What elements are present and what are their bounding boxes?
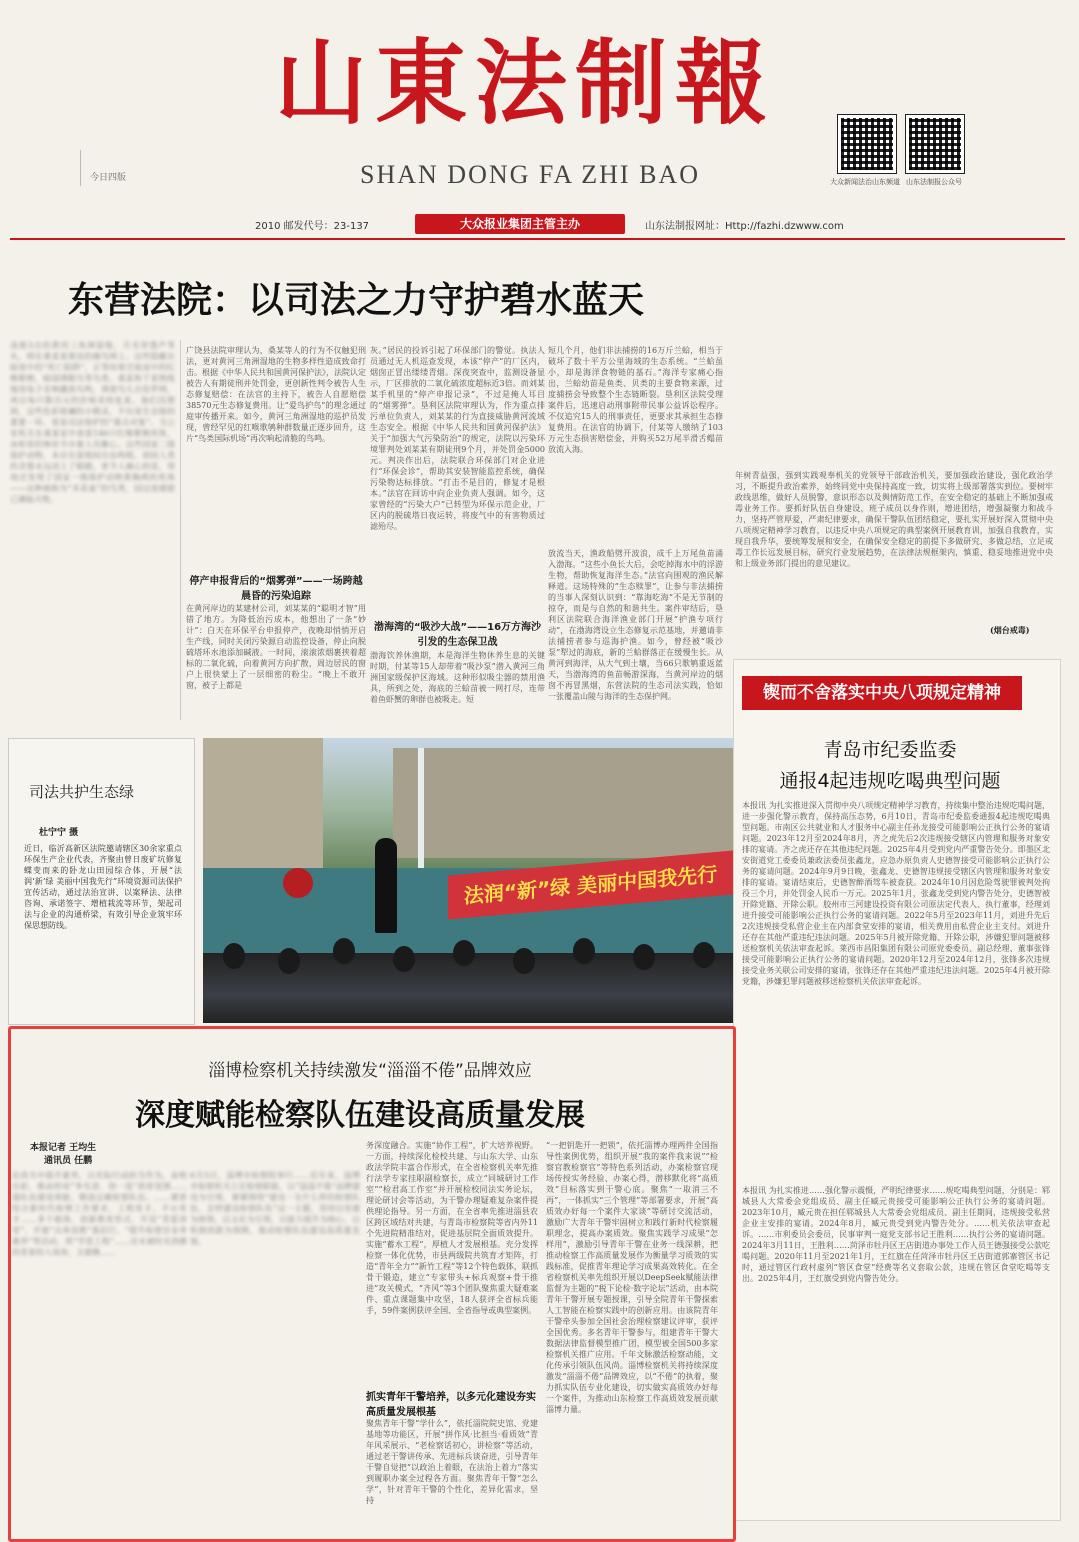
event-photo xyxy=(203,738,733,1023)
audience-head xyxy=(633,944,655,970)
feature-subhead: 抓实青年干警培养，以多元化建设夯实高质量发展根基 xyxy=(366,1392,536,1418)
top-rule xyxy=(10,238,1065,240)
audience-head xyxy=(278,948,300,974)
right-top-text: 年树青益强，强到实践观奉机关的党领导干部政治机关，要加强政治建设，强化政治学习，不断提升政治素养，始终同党中央保持高度一致，切实将上级部署落实到位。要树牢政线思维，做好人员脱警，意识形态以及舆情防范工作，在安全稳定的基础上不断加强戒毒业务工作。要抓好队伍自身建设，班子成员以身作则，增进团结，增强凝聚力和战斗力，坚持严管厚爱，严肃纪律要求，确保干警队伍团结稳定，要扎实开展好深入贯彻中央八项规定精神学习教育，以违反中央八项规定的典型案例开展教育训，加强自我教育，实现自我升华，要统筹发展和安全，在确保安全稳定的前提下多做研究、多做总结，立足戒毒工作长远发展目标，研究行业发展趋势，在法律法规框架内，慎重、稳妥地推进党中央和上级业务部门提出的意见建议。 xyxy=(735,471,1053,568)
discipline-blurred xyxy=(742,1120,1050,1180)
audience-head xyxy=(393,946,415,972)
qr-caption-1: 大众新闻法治山东频道 xyxy=(830,178,900,186)
feature-col-1b xyxy=(190,1370,360,1520)
date-label: 今日四版 xyxy=(90,173,127,183)
feature-col-3: “一把钥匙开一把锁”，依托淄博办理两件全国指导性案例优势，组织开展“我的案件我来说”“检察官教检察官”等特色系列活动，办案检察官现场传授实务经验、办案心得，潜移默化将“高质效”目标落实到干警心底。聚焦“一取消三不再”，一体抓实“三个管理”等部署要求，开展“高质效办好每一个案件大家谈”等研讨交流活动，激励广大青年干警牢固树立和践行新时代检察履职理念，提高办案质效。聚焦实践学习成果“怎样用”，激励引导青年干警在业务一线深耕，把推动检察工作高质量发展作为衡量学习质效的实践标准，促推青年理论学习成果高效转化。在全省检察机关率先组织开展以DeepSeek赋能法律监督为主题的“税下论检·数字论坛”活动，由本院青年干警开展专题授课，引导全院青年干警探索人工智能在检察实践中的创新应用。由该院青年干警牵头参加全国社会治理检察建议评审，获评全国优秀。多名青年干警参与，组建青年干警大数据法律监督模型推广团，模型被全国500多家检察机关推广应用。千年文脉激活检察动能，文化传承引领队伍风尚。淄博检察机关将持续深度激发“淄淄不倦”品牌效应，以“不倦”的执着，聚力抓实队伍专业化建设，切实做实高质效办好每一个案件，为推动山东检察工作高质效发展贡献淄博力量。 xyxy=(546,1141,718,1414)
audience-head xyxy=(513,948,535,974)
feature-kicker: 淄博检察机关持续激发“淄淄不倦”品牌效应 xyxy=(208,1061,532,1081)
lead-col-5: 放流当天，渔政船劈开波浪，成千上万尾鱼苗涌入渤海。“这些小鱼长大后，会吃掉海水中的浮游生物，帮助恢复海洋生态。”法官向围观的渔民解释道。这场特殊的“生态赎罪”，让参与非法捕捞的当事人深刻认识到：“靠海吃海”不是无节制的掠夺，而是与自然的和谐共生。案件审结后，垦利区法院联合海洋渔业部门开展“护渔专项行动”，在渤海湾设立生态修复示范基地，并邀请非法捕捞者参与巡海护渔。如今，曾经被“吸沙泵”犁过的海底，新的兰蛤群落正在缓慢生长。从黄河到海洋，从大气到土壤，当66只歌鸲重返蓝天，当渤海湾的鱼苗畅游深海，当黄河岸边的烟囱不再冒黑烟，东营法院的生态司法实践，恰如一张覆盖山陵与海洋的生态保护网。 xyxy=(548,549,723,701)
publisher-badge: 大众报业集团主管主办 xyxy=(415,214,625,234)
feature-col-1: 论改关中提开素养，以实际行动担当作为，奋相出彩，推动形成“争先进、创一流”浓厚氛围……强队伍建设效能，锻造过硬检察队伍。……紧密结合新时代检察工作要求，工程育才、平台育才……多个载体，创新教育形式，开设“青蓝讲堂”，开展“点单送教”基层行、“提升检察官业务素养”等活动，将“学思工程”……还未被时光消磨的青春的人场券，又感慨…… xyxy=(12,1171,187,1257)
side-note-credit: 杜宁宁 摄 xyxy=(39,828,79,838)
lead-col-2: 广饶县法院审理认为，桑某等人的行为不仅触犯刑法，更对黄河三角洲湿地的生物多样性造成致命打击。根据《中华人民共和国黄河保护法》，法院认定被告人有期徒刑并处罚金，更创新性判令被告人生态修复赔偿：在法官的主持下，被告人自愿赔偿38570元生态修复费用。让“爱鸟护鸟”的理念通过庭审传播开来。如今，黄河三角洲湿地的巡护员发现，曾经罕见的红喉歌鸲种群数量正逐步回升，这片“鸟类国际机场”再次响起清脆的鸟鸣。 xyxy=(186,346,366,443)
discipline-body-b: 本报讯 为扎实推进……强化警示震慑，严明纪律要求……规吃喝典型问题，分别是：郓城县人大常委会党组成员、副主任臧元贵接受可能影响公正执行公务的宴请问题。2023年10月，臧元贵在担任郓城县人大常委会党组成员、副主任期间，违规接受私营企业主安排的宴请。2024年8月，臧元贵受到党内警告处分。……机关依法审查起诉。……市利委员会委员，民事审判一庭党支部书记王胜利……执行公务的宴请问题。2024年3月11日，王胜利……菏泽市牡丹区王店街道办事处工作人员王德强接受公款吃喝问题。2020年11月至2021年1月，王红旗在任菏泽市牡丹区王店街道郭寨管区书记时，通过管区行政村虚列“管区食堂”经费等名义套取公款，违规在管区食堂吃喝等支出。2025年4月，王红旗受到党内警告处分。 xyxy=(742,1186,1050,1283)
audience-head xyxy=(223,943,245,969)
newspaper-title: 山東法制報 xyxy=(274,29,775,137)
lead-col-3b: 渤海饮养休渔期，本是海洋生物休养生息的关键时期，付某等15人却带着“吸沙泵”潜入黄河三角洲国家级保护区海域。这种形似吸尘器的禁用渔具，所到之处，海底的兰蛤苗被一网打尽，连带着鱼虾蟹的卵群也被吸走。短 xyxy=(370,651,545,704)
audience-head xyxy=(453,940,475,966)
lead-subhead-2: 渤海湾的“吸沙大战”——16万方海沙引发的生态保卫战 xyxy=(373,622,542,648)
discipline-title-2: 通报4起违规吃喝典型问题 xyxy=(779,770,1001,792)
lead-col-3: 灰。”居民的投诉引起了环保部门的警觉。执法人员通过无人机巡查发现，本该“停产”的厂区内，烟囱正冒出缕缕青烟。深夜突查中，监测设备显示，厂区排放的二氧化硫浓度超标近3倍。而刘某某手机里的“停产申报记录”，不过是掩人耳目的“烟雾弹”。垦利区法院审理认为，作为重点排污单位负责人，刘某某的行为直接威胁黄河流域生态安全。根据《中华人民共和国黄河保护法》关于“加强大气污染防治”的规定，法院以污染环境罪判处刘某某有期徒刑9个月，并处罚金5000元。判决作出后，法院联合环保部门对企业进行“环保会诊”，帮助其安装智能监控系统，确保污染物达标排放。“打击不是目的，修复才是根本。”法官在回访中向企业负责人强调。如今，这家曾经的“污染大户”已转型为环保示范企业，厂区内的脱硫塔日夜运转，将废气中的有害物质过滤殆尽。 xyxy=(370,346,545,531)
discipline-body: 本报讯 为扎实推进深入贯彻中央八项规定精神学习教育，持续集中整治违规吃喝问题，进一步强化警示教育，保持高压态势，6月10日，青岛市纪委监委通报4起违规吃喝典型问题。市南区公共就业和人才服务中心副主任孙龙接受可能影响公正执行公务的宴请问题。2023年12月至2024年8月，齐之虎先后2次违规接受辖区内管理和服务对象安排的宴请。齐之虎还存在其他违纪问题。2025年4月受到党内严重警告处分。即墨区北安街道党工委委员兼政法委员张鑫龙，应急办原负责人史德智接受可能影响公正执行公务的宴请问题。2024年9月9日晚，张鑫龙、史德智违规接受辖区内管理和服务对象安排的宴请。宴请结束后，史德智醉酒驾车被查获。2024年10月因危险驾驶罪被判处拘役三个月，并处罚金人民币一万元。2025年1月，张鑫龙受到党内警告处分，史德智被开除党籍、开除公职。胶州市三河建设投资有限公司原法定代表人、执行董事，经理刘进升接受可能影响公正执行公务的宴请问题。2022年5月至2023年11月，刘进升先后2次违规接受私营企业主在内部食堂安排的宴请，相关费用由私营企业主支付。刘进升还存在其他严重违纪违法问题。2025年5月被开除党籍、开除公职，涉嫌犯罪问题被移送检察机关依法审查起诉。莱西市昌阳集团有限公司原党委委员、副总经理、董事张锋接受可能影响公正执行公务的宴请问题。2020年12月至2024年12月，张锋多次违规接受业务关联公司安排的宴请，张锋还存在其他严重违纪违法问题。2025年4月被开除党籍，涉嫌犯罪问题被移送检察机关依法审查起诉。 xyxy=(742,801,1050,986)
feature-byline-1: 本报记者 王均生 xyxy=(30,1143,97,1153)
photo-banner: 法润“新”绿 美丽中国我先行 xyxy=(448,851,733,920)
photo-speaker xyxy=(375,838,397,933)
lead-col-4: 短几个月，他们非法捕捞的16万斤兰蛤，相当于破坏了数十平方公里海域的生态系统。“兰蛤虽小，却是海洋食物链的基石。”海洋专家痛心指出，兰蛤幼苗是鱼类、贝类的主要食物来源，过度捕捞会导致整个生态链断裂。垦利区法院受理案件后，迅速启动刑事附带民事公益诉讼程序。不仅追究15人的刑事责任，更要求其承担生态修复费用。在法官的协调下，付某等人缴纳了103万元生态损害赔偿金，并购买52万尾半滑舌鳎苗放流入海。 xyxy=(548,346,723,454)
side-note-box xyxy=(8,738,195,1025)
lead-subhead-1: 停产申报背后的“烟雾弹”——一场跨越晨昏的污染追踪 xyxy=(189,576,363,602)
lead-headline: 东营法院：以司法之力守护碧水蓝天 xyxy=(68,280,645,321)
audience-head xyxy=(333,938,355,964)
feature-headline: 深度赋能检察队伍建设高质量发展 xyxy=(135,1098,585,1133)
photo-waterfall xyxy=(418,748,424,868)
right-top-credit: (烟台戒毒) xyxy=(990,625,1030,635)
feature-col-2b: 聚焦青年干警“学什么”，依托淄院院史馆、党建基地等功能区，开展“拼作风·比担当·看质效”青年风采展示、“老检察话初心，讲检察”等活动，通过老干警讲传承、先进标兵谈奋进，引导青年干警自觉把“以政治上着眼，在法治上着力”落实到履职办案全过程各方面。聚焦青年干警“怎么学”，针对青年干警的个性化，差异化需求，坚持 xyxy=(366,1419,538,1505)
feature-intro: 6月5日，淄博市检察院举行……近年来，淄博市检察机关立足检察职能，以“淄淄不倦”品牌建设为引领，紧紧围绕“建设一支什么样的检察队伍、怎样建设检察队伍”这一主题，坚持以党建为统领，以文化为引领，以能力提升为核心，以机制创新为保障，推动检察队伍建设高质量发展。 xyxy=(190,1171,360,1246)
info-bar xyxy=(255,214,1055,234)
photo-drum xyxy=(283,868,313,898)
discipline-tag: 锲而不舍落实中央八项规定精神 xyxy=(742,676,1022,710)
feature-byline-2: 通讯员 任鹏 xyxy=(44,1156,93,1166)
side-note-caption: 近日，临沂高新区法院邀请辖区30余家重点环保生产企业代表，齐聚由曾日废矿坑修复蝶变而来的卧龙山田园综合体，开展“法润‘新’绿 美丽中国我先行”环境资源司法保护宣传活动，通过法治宣讲、以案释法、法律咨询、承诺签字、增植栽流等环节，架起司法与企业的沟通桥梁，有效引导企业筑牢环保思想防线。 xyxy=(24,844,182,930)
right-top-blurred xyxy=(735,385,1053,465)
audience-head xyxy=(693,942,715,968)
discipline-title-1: 青岛市纪委监委 xyxy=(823,739,957,761)
issn-text: 2010 邮发代号：23-137 xyxy=(255,221,370,232)
lead-col-2b: 在黄河岸边的某建材公司，刘某某的“聪明才智”用错了地方。为降低治污成本，他想出了一条“妙计”：白天在环保平台申报停产，夜晚却悄悄开启生产线，同时关闭污染源自动监控设备，停止向脱硫塔环水池添加碱液。一时间，滚滚浓烟裹挟着超标的二氧化硫，向着黄河方向扩散，周边居民的窗户上很快蒙上了一层细密的粉尘。“晚上不敢开窗，被子上都是 xyxy=(186,604,366,690)
qr-code-icon xyxy=(838,115,896,173)
column-divider xyxy=(180,340,181,720)
website-text: 山东法制报网址：Http://fazhi.dzwww.com xyxy=(645,221,844,232)
feature-col-2: 务深度融合。实施“协作工程”，扩大培养视野。一方面，持续深化检校共建、与山东大学、山东政法学院丰富合作形式，在全省检察机关率先推行法学专家挂职副检察长，成立“同城研讨工作室”“检君高工作室”并开展检校同法实务论坛，理论研讨会等活动，为干警办理疑难复杂案件提供理论指导。另一方面，在全省率先推进淄县农区跨区域结对共建，与青岛市检察院等省内外11个先进院精准结对，促进基层院全面质效提升。实施“蓄水工程”，厚植人才发展根基。充分发挥检察一体化优势，市县两级院共筑育才矩阵，打造“青年全力”“新竹工程”等12个特色载体，联抓骨干锻造，建立“专家带头+标兵观察+骨干推进”攻关模式，“齐风”等3个团队聚焦重大疑难案件、重点课题集中攻坚，18人获评全省标兵能手，59件案例获评全国、全省指导或典型案例。 xyxy=(366,1141,538,1315)
side-note-title: 司法共护生态绿 xyxy=(29,783,135,801)
newspaper-pinyin: SHAN DONG FA ZHI BAO xyxy=(360,160,700,189)
qr-code-icon xyxy=(906,115,964,173)
photo-cliff-left xyxy=(203,738,323,888)
lead-col-1: 凌晨3点的黄河三角洲湿地，月光穿透芦苇丛，照在桑某某架设的捕鸟网上。这些隐蔽在暗夜中的“死亡陷阱”，正等待着迁徙途中的红喉歌鸲、暗绿绣眼鸟等鸟类。桑某和于某熟练地用电子音响播放鸟鸣，诱使鸟儿自投罗网，再以每只数百元的价格卖给张某。他们没想到，这些色彩斑斓的小精灵，不仅是生态链的重要一环，更是司法保护的“重点对象”。当公安机关在桑某家中查获146只红喉歌鸲死体，冰柜里的惨状令办案人员揪心。这些国家二级保护动物，本应在湿地间自由鸣唱，却因人类的贪婪永远闭上了眼睛。更令人痛心的是，现场还发现了国家一级保护动物黄胸鹀的死体——这种被称为“禾花雀”的鸟类，因过度捕猎已濒临灭绝。 xyxy=(10,341,175,504)
audience-head xyxy=(573,938,595,964)
photo-cliff-right xyxy=(393,748,733,858)
qr-caption-2: 山东法制报公众号 xyxy=(906,178,962,186)
